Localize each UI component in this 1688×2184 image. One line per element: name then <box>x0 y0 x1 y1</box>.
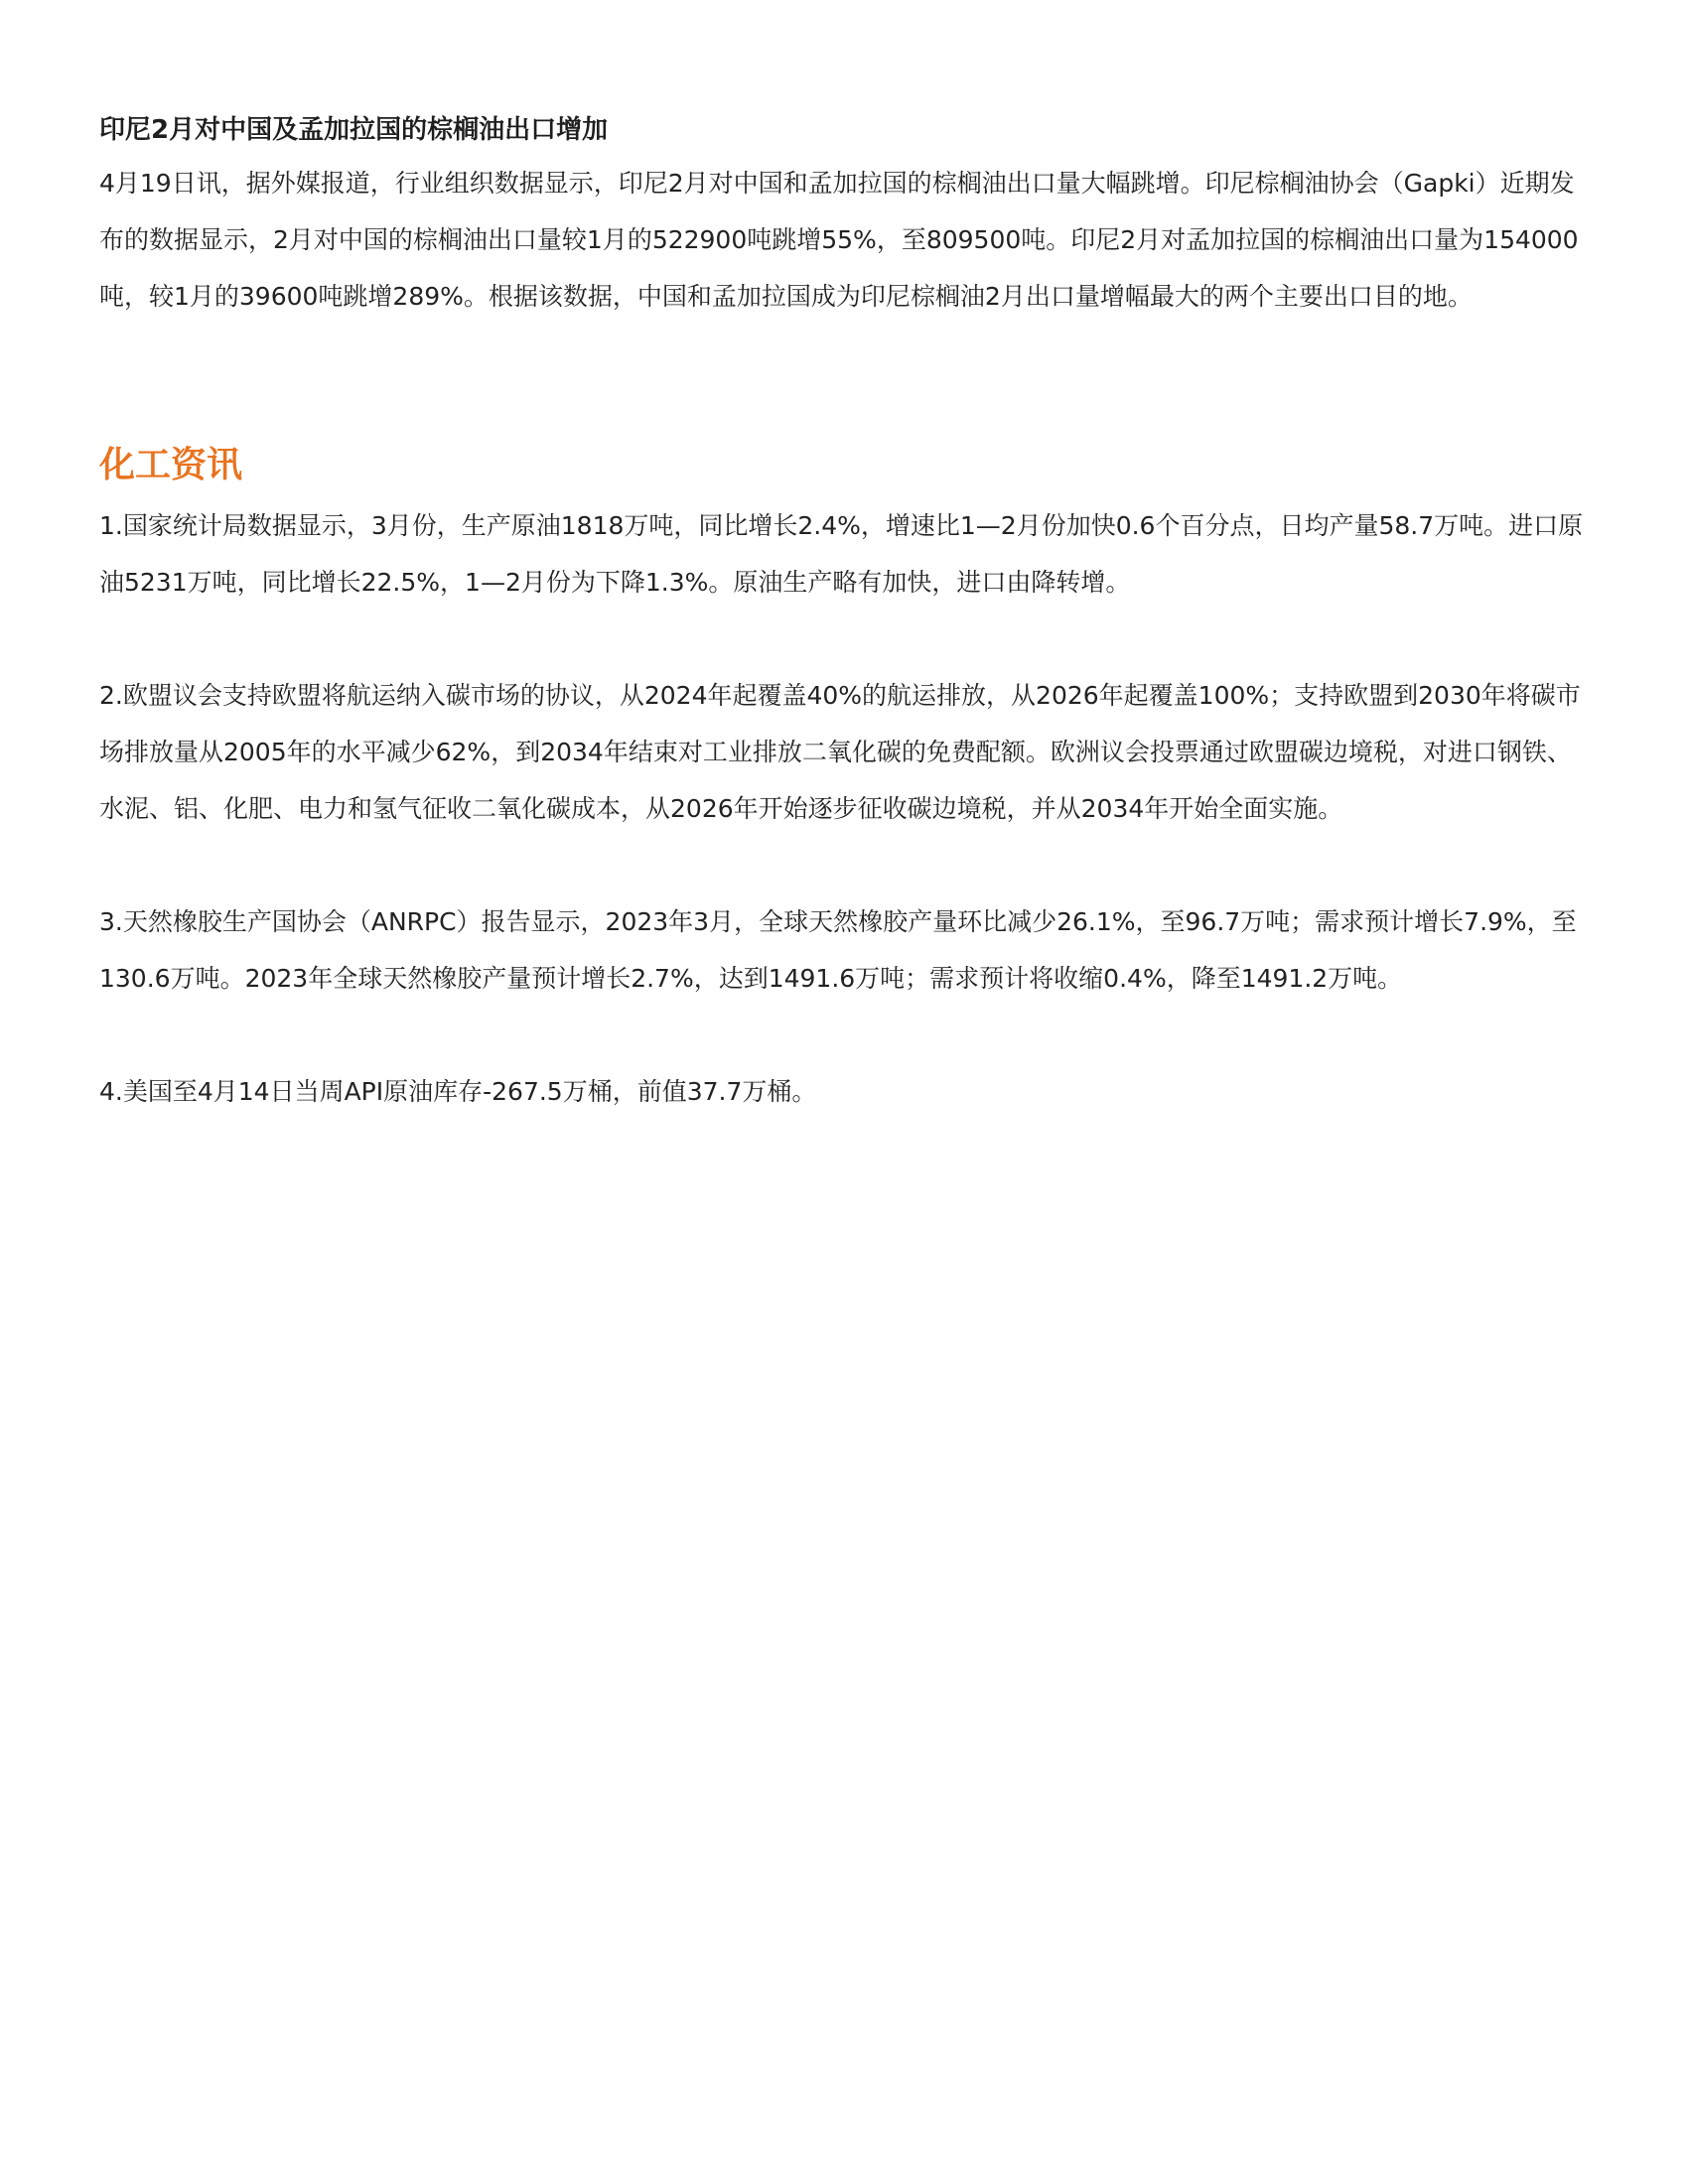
news-item-1: 1.国家统计局数据显示，3月份，生产原油1818万吨，同比增长2.4%，增速比1—2月份加快0.6个百分点，日均产量58.7万吨。进口原油5231万吨，同比增长22.5%，1—2月份为下降1.3%。原油生产略有加快，进口由降转增。 <box>99 511 1584 597</box>
section-title: 化工资讯 <box>99 445 243 485</box>
article-title: 印尼2月对中国及孟加拉国的棕榈油出口增加 <box>99 115 609 145</box>
news-item-4: 4.美国至4月14日当周API原油库存-267.5万桶，前值37.7万桶。 <box>99 1077 817 1106</box>
spacer <box>99 325 1589 436</box>
page-content <box>99 107 1589 1176</box>
news-item-3: 3.天然橡胶生产国协会（ANRPC）报告显示，2023年3月，全球天然橡胶产量环比减少26.1%，至96.7万吨；需求预计增长7.9%，至130.6万吨。2023年全球天然橡胶产量预计增长2.7%，达到1491.6万吨；需求预计将收缩0.4%，降至1491.2万吨。 <box>99 907 1577 993</box>
article-body: 4月19日讯，据外媒报道，行业组织数据显示，印尼2月对中国和孟加拉国的棕榈油出口量大幅跳增。印尼棕榈油协会（Gapki）近期发布的数据显示，2月对中国的棕榈油出口量较1月的522900吨跳增55%，至809500吨。印尼2月对孟加拉国的棕榈油出口量为154000吨，较1月的39600吨跳增289%。根据该数据，中国和孟加拉国成为印尼棕榈油2月出口量增幅最大的两个主要出口目的地。 <box>99 169 1579 311</box>
news-item-2: 2.欧盟议会支持欧盟将航运纳入碳市场的协议，从2024年起覆盖40%的航运排放，从2026年起覆盖100%；支持欧盟到2030年将碳市场排放量从2005年的水平减少62%，到2034年结束对工业排放二氧化碳的免费配额。欧洲议会投票通过欧盟碳边境税，对进口钢铁、水泥、铝、化肥、电力和氢气征收二氧化碳成本，从2026年开始逐步征收碳边境税，并从2034年开始全面实施。 <box>99 681 1581 823</box>
